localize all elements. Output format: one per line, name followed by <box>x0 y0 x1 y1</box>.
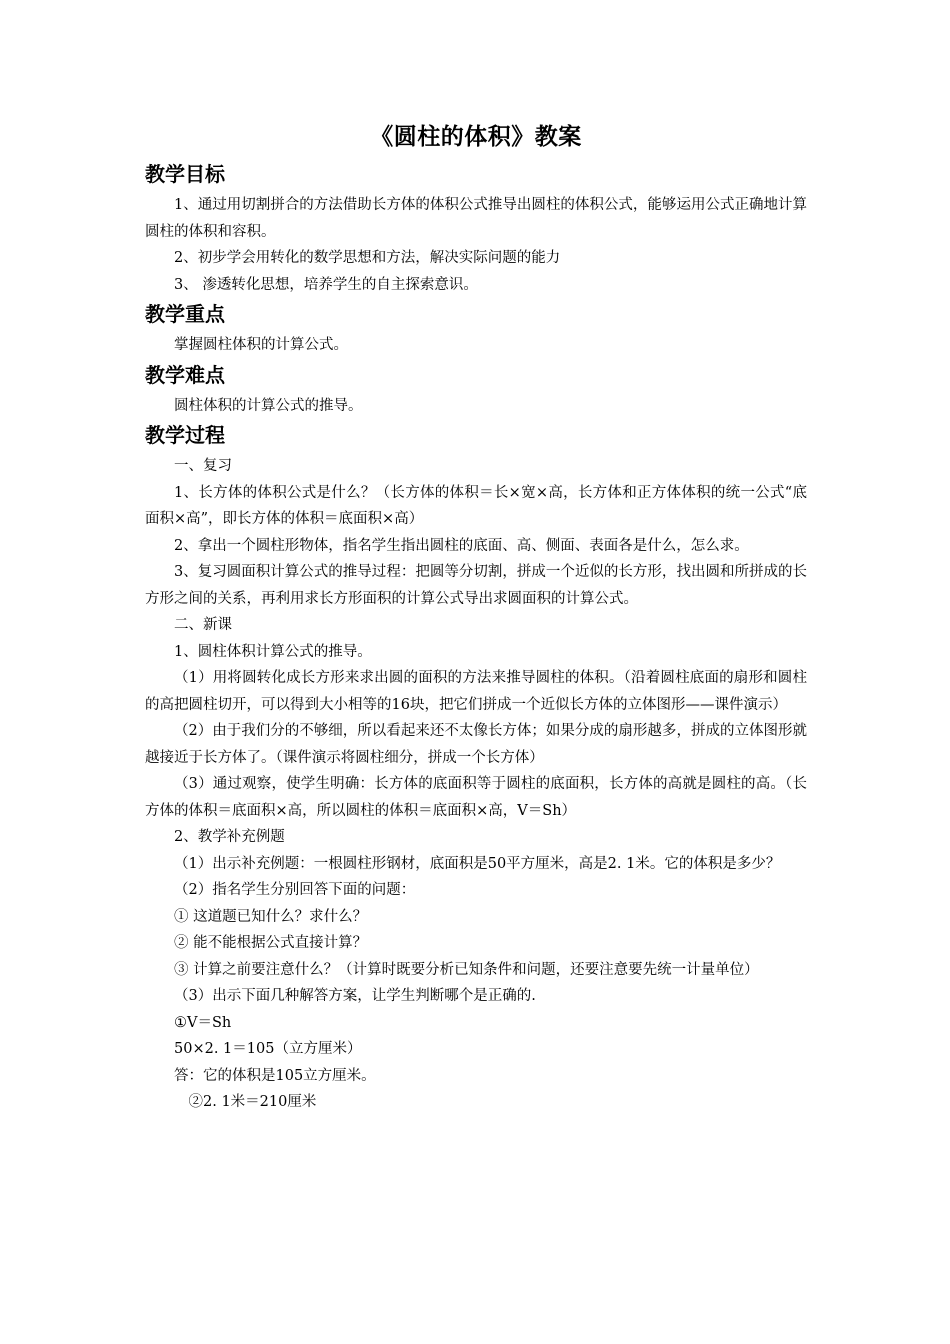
paragraph: （2）指名学生分别回答下面的问题： <box>174 882 416 898</box>
paragraph: （2）由于我们分的不够细，所以看起来还不太像长方体；如果分成的扇形越多，拼成的立体图形就越接近于长方体了。（课件演示将圆柱细分，拼成一个长方体） <box>145 723 807 766</box>
paragraph: （1）用将圆转化成长方形来求出圆的面积的方法来推导圆柱的体积。（沿着圆柱底面的扇形和圆柱的高把圆柱切开，可以得到大小相等的16块，把它们拼成一个近似长方体的立体图形——课件演示） <box>145 670 807 713</box>
document-page <box>145 118 807 1116</box>
paragraph: 3、 渗透转化思想，培养学生的自主探索意识。 <box>174 276 478 293</box>
section-heading-objectives: 教学目标 <box>145 162 225 186</box>
paragraph: 一、复习 <box>174 458 232 474</box>
paragraph: 3、复习圆面积计算公式的推导过程：把圆等分切割，拼成一个近似的长方形，找出圆和所拼成的长方形之间的关系，再利用求长方形面积的计算公式导出求圆面积的计算公式。 <box>145 564 807 607</box>
paragraph: 1、圆柱体积计算公式的推导。 <box>174 643 372 660</box>
paragraph: （1）出示补充例题：一根圆柱形钢材，底面积是50平方厘米，高是2. 1米。它的体积是多少？ <box>174 855 781 872</box>
paragraph: 圆柱体积的计算公式的推导。 <box>174 397 363 414</box>
paragraph: 2、初步学会用转化的数学思想和方法，解决实际问题的能力 <box>174 250 561 266</box>
paragraph: 掌握圆柱体积的计算公式。 <box>174 337 348 353</box>
paragraph: （3）出示下面几种解答方案，让学生判断哪个是正确的. <box>174 988 536 1004</box>
document-title: 《圆柱的体积》教案 <box>370 123 582 150</box>
paragraph: 2、拿出一个圆柱形物体，指名学生指出圆柱的底面、高、侧面、表面各是什么，怎么求。 <box>174 537 749 554</box>
paragraph: ① 这道题已知什么？求什么？ <box>174 908 368 925</box>
paragraph: ①V＝Sh <box>174 1014 232 1031</box>
paragraph: 答：它的体积是105立方厘米。 <box>174 1067 376 1084</box>
paragraph: 1、通过用切割拼合的方法借助长方体的体积公式推导出圆柱的体积公式，能够运用公式正确地计算圆柱的体积和容积。 <box>145 197 807 240</box>
paragraph: 2、教学补充例题 <box>174 829 285 845</box>
paragraph: ②2. 1米＝210厘米 <box>188 1094 317 1110</box>
paragraph: ③ 计算之前要注意什么？（计算时既要分析已知条件和问题，还要注意要先统一计量单位） <box>174 961 759 978</box>
paragraph: ② 能不能根据公式直接计算？ <box>174 935 368 951</box>
paragraph: （3）通过观察，使学生明确：长方体的底面积等于圆柱的底面积，长方体的高就是圆柱的高。（长方体的体积＝底面积×高，所以圆柱的体积＝底面积×高，V＝Sh） <box>145 776 807 819</box>
paragraph: 50×2. 1＝105（立方厘米） <box>174 1041 362 1057</box>
paragraph: 1、长方体的体积公式是什么？（长方体的体积＝长×宽×高，长方体和正方体体积的统一公式“底面积×高”，即长方体的体积＝底面积×高） <box>145 484 807 527</box>
section-heading-difficulties: 教学难点 <box>145 362 225 387</box>
section-heading-key-points: 教学重点 <box>145 302 225 326</box>
paragraph: 二、新课 <box>174 617 232 633</box>
section-heading-process: 教学过程 <box>145 423 225 447</box>
